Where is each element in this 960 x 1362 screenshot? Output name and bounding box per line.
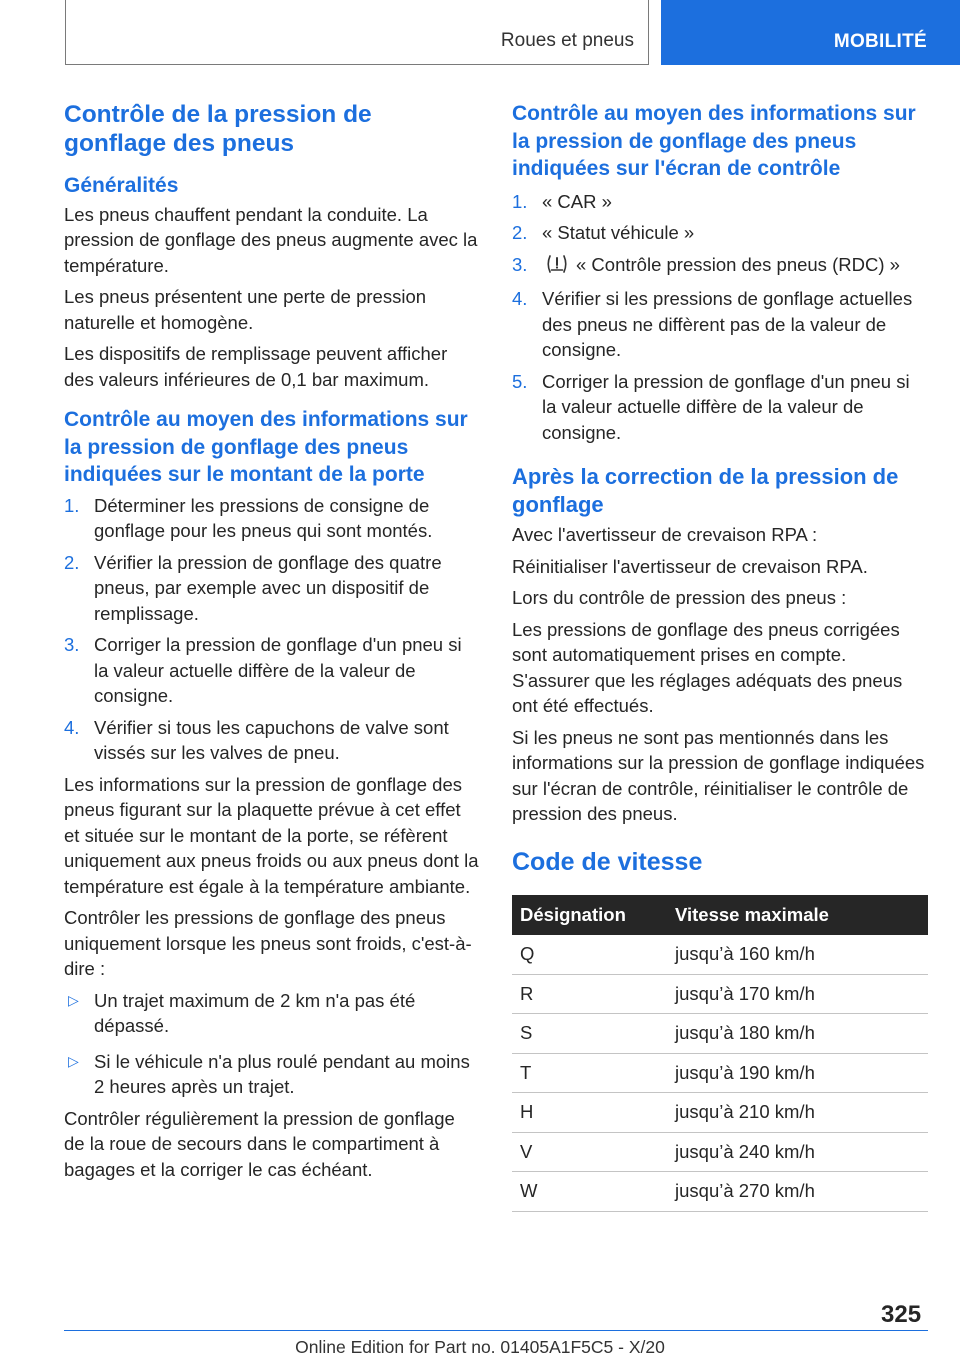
list-item (64, 988, 480, 1039)
general-para-1: Les pneus chauffent pendant la conduite. La pression de gonflage des pneus augmente avec la température. (64, 203, 478, 276)
header-section-title: Roues et pneus (500, 30, 634, 51)
table-cell: jusqu’à 170 km/h (673, 974, 928, 1014)
table-cell: H (512, 1093, 673, 1133)
page-number: 325 (881, 1301, 922, 1328)
step-number: 4. (64, 716, 80, 738)
table-row (512, 1093, 928, 1133)
bullet-text: Un trajet maximum de 2 km n'a pas été dépassé. (94, 989, 416, 1036)
step-number: 4. (512, 288, 528, 309)
after-correction-heading: Après la correction de la pression de gonflage (512, 464, 899, 517)
after-para-5: Si les pneus ne sont pas mentionnés dans les informations sur la pression de gonflage indiquées sur l'écran de contrôle, réinitialiser le contrôle de pression des pneus. (512, 726, 925, 824)
door-info-para: Les informations sur la pression de gonflage des pneus figurant sur la plaquette prévue à cet effet et située sur le montant de la porte, se réfèrent uniquement aux pneus froids ou aux pneus dont la température est égale à la température ambiante. (64, 773, 479, 897)
step-text: « CAR » (542, 190, 612, 212)
door-heading: Contrôle au moyen des informations sur la pression de gonflage des pneus indiquées sur le montant de la porte (64, 408, 468, 486)
table-cell: jusqu’à 240 km/h (673, 1132, 928, 1172)
footer-edition-text: Online Edition for Part no. 01405A1F5C5 - X/20 (295, 1337, 665, 1357)
table-row (512, 1172, 928, 1212)
after-para-4: Les pressions de gonflage des pneus corrigées sont automatiquement prises en compte. S'assurer que les réglages adéquats des pneus ont été effectués. (512, 618, 903, 716)
screen-step (512, 369, 928, 446)
door-step (64, 632, 480, 709)
table-cell: Q (512, 935, 673, 975)
step-number: 1. (512, 190, 528, 212)
table-row (512, 1132, 928, 1172)
tire-pressure-warning-icon (546, 254, 568, 281)
speed-code-heading: Code de vitesse (512, 847, 703, 876)
right-column (512, 100, 928, 1212)
door-steps-list (64, 493, 480, 766)
step-text: Corriger la pression de gonflage d'un pneu si la valeur actuelle diffère de la valeur de consigne. (94, 634, 462, 706)
general-para-3: Les dispositifs de remplissage peuvent afficher des valeurs inférieures de 0,1 bar maximum. (64, 343, 448, 390)
table-row (512, 1053, 928, 1093)
triangle-bullet-icon: ▷ (68, 991, 79, 1008)
screen-heading: Contrôle au moyen des informations sur la pression de gonflage des pneus indiquées sur l'écran de contrôle (512, 102, 916, 180)
table-row (512, 935, 928, 975)
left-column (64, 100, 480, 1182)
table-row (512, 1014, 928, 1054)
speed-code-table (512, 895, 928, 1212)
after-para-3: Lors du contrôle de pression des pneus : (512, 587, 847, 608)
table-cell: R (512, 974, 673, 1014)
table-cell: T (512, 1053, 673, 1093)
table-cell: V (512, 1132, 673, 1172)
screen-steps-list (512, 189, 928, 446)
step-text: « Statut véhicule » (542, 222, 695, 243)
door-step (64, 715, 480, 766)
step-text: « Contrôle pression des pneus (RDC) » (576, 253, 900, 275)
step-text: Corriger la pression de gonflage d'un pneu si la valeur actuelle diffère de la valeur de consigne. (542, 370, 910, 443)
header-chapter-label: MOBILITÉ (833, 31, 927, 52)
general-para-2: Les pneus présentent une perte de pression naturelle et homogène. (64, 286, 427, 333)
screen-step (512, 286, 928, 363)
after-para-1: Avec l'avertisseur de crevaison RPA : (512, 524, 818, 545)
screen-step (512, 189, 928, 215)
spare-wheel-para: Contrôler régulièrement la pression de gonflage de la roue de secours dans le compartiment à bagages et la corriger le cas échéant. (64, 1107, 455, 1180)
step-number: 5. (512, 370, 528, 392)
door-step (64, 550, 480, 627)
bullet-text: Si le véhicule n'a plus roulé pendant au moins 2 heures après un trajet. (94, 1050, 470, 1097)
table-cell: jusqu’à 180 km/h (673, 1014, 928, 1054)
door-step (64, 493, 480, 544)
general-heading: Généralités (64, 174, 179, 197)
step-number: 3. (64, 634, 80, 655)
step-text: Vérifier si tous les capuchons de valve sont vissés sur les valves de pneu. (94, 716, 449, 763)
table-cell: jusqu’à 210 km/h (673, 1093, 928, 1133)
column-header-max-speed: Vitesse maximale (673, 895, 928, 935)
column-header-designation: Désignation (512, 895, 673, 935)
table-cell: W (512, 1172, 673, 1212)
footer-divider (64, 1330, 928, 1331)
after-para-2: Réinitialiser l'avertisseur de crevaison RPA. (512, 555, 868, 577)
cold-check-para: Contrôler les pressions de gonflage des pneus uniquement lorsque les pneus sont froids, c'est-à-dire : (64, 907, 472, 979)
step-text: Déterminer les pressions de consigne de gonflage pour les pneus qui sont montés. (94, 494, 433, 541)
table-row (512, 974, 928, 1014)
screen-step (512, 220, 928, 246)
step-number: 2. (64, 551, 80, 573)
triangle-bullet-icon: ▷ (68, 1052, 79, 1069)
step-number: 2. (512, 222, 528, 243)
step-text: Vérifier la pression de gonflage des quatre pneus, par exemple avec un dispositif de remplissage. (94, 551, 442, 624)
table-cell: S (512, 1014, 673, 1054)
table-header-row (512, 895, 928, 935)
screen-step (512, 252, 928, 281)
step-number: 1. (64, 494, 80, 516)
step-number: 3. (512, 253, 528, 275)
section-title: Contrôle de la pression de gonflage des pneus (64, 101, 372, 157)
table-cell: jusqu’à 190 km/h (673, 1053, 928, 1093)
header-section-box (65, 0, 649, 65)
step-text: Vérifier si les pressions de gonflage actuelles des pneus ne diffèrent pas de la valeur de consigne. (542, 288, 913, 360)
list-item (64, 1049, 480, 1100)
cold-conditions-list (64, 988, 480, 1100)
table-cell: jusqu’à 270 km/h (673, 1172, 928, 1212)
table-cell: jusqu’à 160 km/h (673, 935, 928, 975)
header-chapter-tab[interactable] (661, 0, 960, 65)
